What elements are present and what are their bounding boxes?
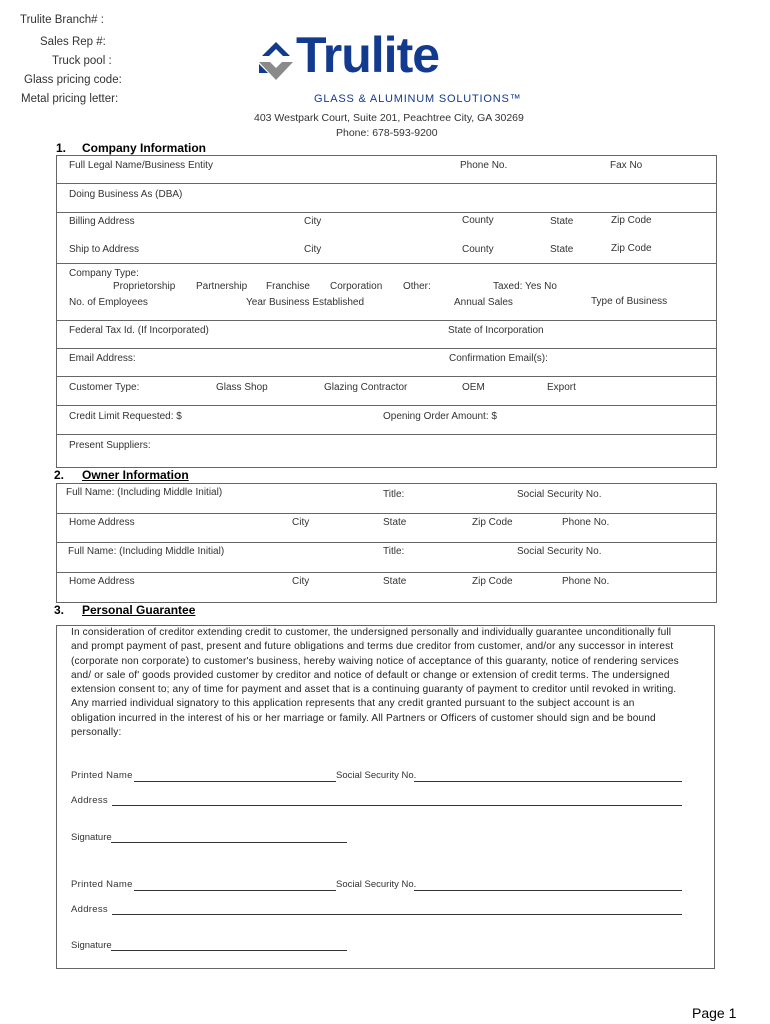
signer2-printed-name-line[interactable] xyxy=(134,890,336,891)
ship-address-field[interactable]: Ship to Address xyxy=(69,244,140,255)
option-export[interactable]: Export xyxy=(547,382,576,393)
divider xyxy=(56,405,717,406)
section1-number: 1. xyxy=(56,141,67,155)
phone-field[interactable]: Phone No. xyxy=(460,160,508,171)
truck-pool-label: Truck pool : xyxy=(52,55,112,67)
owner2-title-field[interactable]: Title: xyxy=(383,546,405,557)
option-partnership[interactable]: Partnership xyxy=(196,281,248,292)
type-of-business-field[interactable]: Type of Business xyxy=(591,296,668,307)
sales-rep-label: Sales Rep #: xyxy=(40,36,106,48)
owner2-ssn-field[interactable]: Social Security No. xyxy=(517,546,602,557)
company-address: 403 Westpark Court, Suite 201, Peachtree City, GA 30269 xyxy=(254,112,524,124)
page-number: Page 1 xyxy=(692,1005,737,1021)
owner1-full-name-field[interactable]: Full Name: (Including Middle Initial) xyxy=(66,487,223,498)
billing-city-field[interactable]: City xyxy=(304,216,322,227)
branch-label: Trulite Branch# : xyxy=(20,14,104,26)
signer1-address-line[interactable] xyxy=(112,805,682,806)
metal-letter-label: Metal pricing letter: xyxy=(21,93,119,105)
guarantee-paragraph: In consideration of creditor extending credit to customer, the undersigned personally and individually guarantee unconditionally full and prompt payment of past, present and future obligations and terms due creditor from customer, and/or any successor in interest (corporate non corporate) to customer's business, hereby waiving notice of acceptance of this guaranty, notice of rendering services and/ or sale of' goods provided customer by creditor and notice of default or change or extension of credit terms. The undersigned extension consent to; any of time for payment and asset that is a continuing guaranty of payment to creditor until revoked in writing. Any married individual signatory to this application represents that any credit granted pursuant to the subject account is an obligation incurred in the interest of his or her marriage or family. All Partners or Officers of customer should sign and be bound personally: xyxy=(71,627,679,739)
option-glass-shop[interactable]: Glass Shop xyxy=(216,382,268,393)
signer1-ssn-label: Social Security No. xyxy=(336,770,417,781)
option-oem[interactable]: OEM xyxy=(462,382,485,393)
signer2-address-label: Address xyxy=(71,904,108,915)
owner1-home-address-field[interactable]: Home Address xyxy=(69,517,135,528)
owner2-state-field[interactable]: State xyxy=(383,576,407,587)
signer2-ssn-line[interactable] xyxy=(414,890,682,891)
billing-zip-field[interactable]: Zip Code xyxy=(611,215,652,226)
divider xyxy=(56,513,717,514)
signer1-signature-line[interactable] xyxy=(111,842,347,843)
divider xyxy=(56,212,717,213)
opening-order-field[interactable]: Opening Order Amount: $ xyxy=(383,411,497,422)
signer2-ssn-label: Social Security No. xyxy=(336,879,417,890)
owner2-home-address-field[interactable]: Home Address xyxy=(69,576,135,587)
billing-state-field[interactable]: State xyxy=(550,216,574,227)
divider xyxy=(56,434,717,435)
present-suppliers-field[interactable]: Present Suppliers: xyxy=(69,440,151,451)
signer2-printed-name-label: Printed Name xyxy=(71,879,133,890)
taxed-field[interactable]: Taxed: Yes No xyxy=(493,281,557,292)
owner2-zip-field[interactable]: Zip Code xyxy=(472,576,513,587)
owner1-zip-field[interactable]: Zip Code xyxy=(472,517,513,528)
employees-field[interactable]: No. of Employees xyxy=(69,297,148,308)
divider xyxy=(56,542,717,543)
billing-county-field[interactable]: County xyxy=(462,215,494,226)
owner1-phone-field[interactable]: Phone No. xyxy=(562,517,610,528)
owner2-full-name-field[interactable]: Full Name: (Including Middle Initial) xyxy=(68,546,225,557)
ship-city-field[interactable]: City xyxy=(304,244,322,255)
option-other[interactable]: Other: xyxy=(403,281,431,292)
legal-name-field[interactable]: Full Legal Name/Business Entity xyxy=(69,160,213,171)
ship-zip-field[interactable]: Zip Code xyxy=(611,243,652,254)
divider xyxy=(56,572,717,573)
owner1-state-field[interactable]: State xyxy=(383,517,407,528)
section3-number: 3. xyxy=(54,603,65,617)
customer-type-label: Customer Type: xyxy=(69,382,140,393)
signer1-printed-name-label: Printed Name xyxy=(71,770,133,781)
signer1-printed-name-line[interactable] xyxy=(134,781,336,782)
owner1-city-field[interactable]: City xyxy=(292,517,310,528)
divider xyxy=(56,183,717,184)
logo-wordmark: Trulite xyxy=(296,27,440,83)
annual-sales-field[interactable]: Annual Sales xyxy=(454,297,513,308)
year-established-field[interactable]: Year Business Established xyxy=(246,297,365,308)
option-corporation[interactable]: Corporation xyxy=(330,281,383,292)
state-incorporation-field[interactable]: State of Incorporation xyxy=(448,325,544,336)
confirmation-email-field[interactable]: Confirmation Email(s): xyxy=(449,353,548,364)
signer1-ssn-line[interactable] xyxy=(414,781,682,782)
option-franchise[interactable]: Franchise xyxy=(266,281,310,292)
signer1-address-label: Address xyxy=(71,795,108,806)
email-field[interactable]: Email Address: xyxy=(69,353,136,364)
signer2-address-line[interactable] xyxy=(112,914,682,915)
company-type-label: Company Type: xyxy=(69,268,139,279)
section2-number: 2. xyxy=(54,468,65,482)
divider xyxy=(56,320,717,321)
glass-code-label: Glass pricing code: xyxy=(24,74,122,86)
owner1-ssn-field[interactable]: Social Security No. xyxy=(517,489,602,500)
billing-address-field[interactable]: Billing Address xyxy=(69,216,135,227)
owner2-city-field[interactable]: City xyxy=(292,576,310,587)
owner2-phone-field[interactable]: Phone No. xyxy=(562,576,610,587)
fax-field[interactable]: Fax No xyxy=(610,160,643,171)
signer2-signature-line[interactable] xyxy=(111,950,347,951)
divider xyxy=(56,263,717,264)
logo-mark-icon xyxy=(256,40,296,86)
company-phone: Phone: 678-593-9200 xyxy=(336,127,438,139)
logo-tagline: GLASS & ALUMINUM SOLUTIONS™ xyxy=(314,93,522,105)
option-proprietorship[interactable]: Proprietorship xyxy=(113,281,176,292)
federal-tax-field[interactable]: Federal Tax Id. (If Incorporated) xyxy=(69,325,209,336)
section3-title: Personal Guarantee xyxy=(82,603,196,617)
ship-state-field[interactable]: State xyxy=(550,244,574,255)
signer2-signature-label: Signature xyxy=(71,940,112,951)
credit-limit-field[interactable]: Credit Limit Requested: $ xyxy=(69,411,182,422)
dba-field[interactable]: Doing Business As (DBA) xyxy=(69,189,183,200)
divider xyxy=(56,348,717,349)
ship-county-field[interactable]: County xyxy=(462,244,494,255)
section1-title: Company Information xyxy=(82,141,207,155)
divider xyxy=(56,376,717,377)
owner1-title-field[interactable]: Title: xyxy=(383,489,405,500)
section2-title: Owner Information xyxy=(82,468,189,482)
signer1-signature-label: Signature xyxy=(71,832,112,843)
option-glazing-contractor[interactable]: Glazing Contractor xyxy=(324,382,408,393)
